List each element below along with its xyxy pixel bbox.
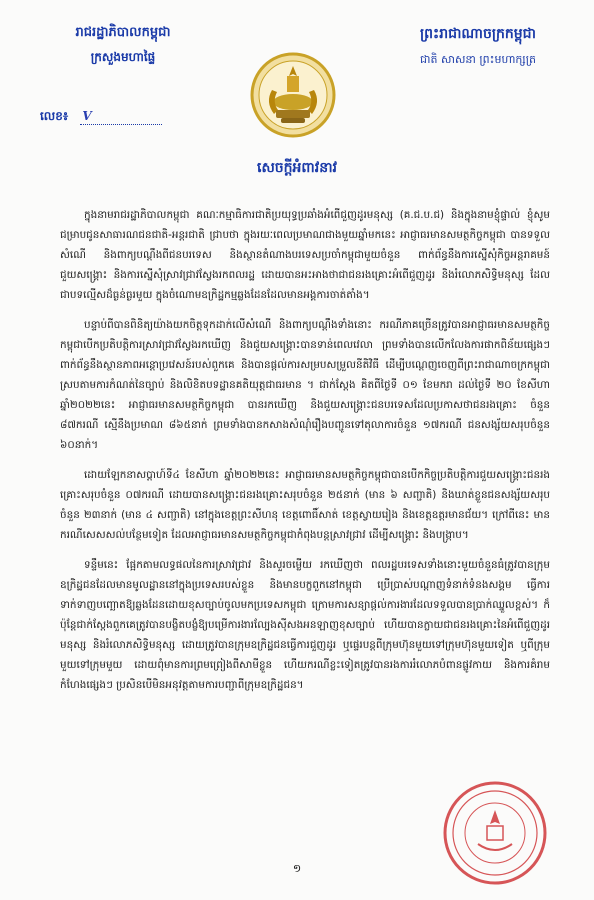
document-body — [60, 205, 550, 705]
royal-emblem-icon — [250, 52, 336, 138]
paragraph-1: ក្នុងនាមរាជរដ្ឋាភិបាលកម្ពុជា គណៈកម្មាធិការជាតិប្រយុទ្ធប្រឆាំងអំពើជួញដូរមនុស្ស (គ.ជ.ប.ជ) និងក្នុងនាមខ្ញុំផ្ទាល់ ខ្ញុំសូមជម្រាបជូនសាធារណជនជាតិ-អន្តរជាតិ ជ្រាបថា ក្នុងរយៈពេលប្រមាណជាងមួយឆ្នាំមកនេះ អាជ្ញាធរមានសមត្ថកិច្ចកម្ពុជា បានទទួលសំណើ និងពាក្យបណ្តឹងពីជនបរទេស និងស្ថានតំណាងបរទេសប្រចាំកម្ពុជាមួយចំនួន ពាក់ព័ន្ធនឹងការស្នើសុំកិច្ចអន្តរាគមន៍ជួយសង្គ្រោះ និងការស្នើសុំស្រាវជ្រាវស្វែងរកពលរដ្ឋ ដោយបានអះអាងថាជាជនរងគ្រោះអំពើជួញដូរ និងរំលោភសិទ្ធិមនុស្ស ដែលជាបទល្មើសដ៏ធ្ងន់ធ្ងរមួយ ក្នុងចំណោមឧក្រិដ្ឋកម្មឆ្លងដែនដែលមានអង្គការចាត់តាំង។ — [60, 209, 550, 301]
reference-dotted-line — [80, 124, 162, 125]
page-number: ១ — [292, 862, 302, 875]
ministry-name: ក្រសួងមហាផ្ទៃ — [90, 50, 156, 64]
reference-label: លេខ៖ — [40, 109, 69, 123]
paragraph-4: ទន្ទឹមនេះ ផ្អែកតាមលទ្ធផលនៃការស្រាវជ្រាវ និងសួរចម្លើយ រកឃើញថា ពលរដ្ឋបរទេសទាំងនោះមួយចំនួនធំត្រូវបានក្រុមឧក្រិដ្ឋជនដែលមានមូលដ្ឋាននៅក្នុងប្រទេសរបស់ខ្លួន និងមានបក្ខពួកនៅកម្ពុជា ប្រើប្រាស់បណ្តាញទំនាក់ទំនងសង្គម ធ្វើការទាក់ទាញបញ្ឆោតឱ្យឆ្លងដែនដោយខុសច្បាប់ចូលមកប្រទេសកម្ពុជា ក្រោមការសន្យាផ្តល់ការងារដែលទទួលបានប្រាក់ឈ្នួលខ្ពស់។ ក៏ប៉ុន្តែជាក់ស្តែងពួកគេត្រូវបានបង្ខិតបង្ខំឱ្យបម្រើការងារល្បែងស៊ីសងអនឡាញខុសច្បាប់ ហើយបានក្លាយជាជនរងគ្រោះនៃអំពើជួញដូរមនុស្ស និងរំលោភសិទ្ធិមនុស្ស ដោយត្រូវបានក្រុមឧក្រិដ្ឋជនធ្វើការជួញដូរ ឬផ្ទេរបន្តពីក្រុមហ៊ុនមួយទៅក្រុមហ៊ុនមួយទៀត ឬពីក្រុមមួយទៅក្រុមមួយ ដោយពុំមានការព្រមព្រៀងពីសាមីខ្លួន ហើយករណីខ្លះទៀតត្រូវបានរងការរំលោភបំពានផ្លូវកាយ និងការគំរាមកំហែងផ្សេងៗ ប្រសិនបើមិនអនុវត្តតាមការបញ្ជាពីក្រុមឧក្រិដ្ឋជន។ — [60, 559, 550, 691]
kingdom-motto-header — [388, 24, 568, 69]
paragraph-3: ដោយឡែកនាសប្តាហ៍ទី៤ ខែសីហា ឆ្នាំ២០២២នេះ អាជ្ញាធរមានសមត្ថកិច្ចកម្ពុជាបានបើកកិច្ចប្រតិបត្តិការជួយសង្គ្រោះជនរងគ្រោះសរុបចំនួន ០៧ករណី ដោយបានសង្គ្រោះជនរងគ្រោះសរុបចំនួន ២៥នាក់ (មាន ៦ សញ្ជាតិ) និងឃាត់ខ្លួនជនសង្ស័យសរុបចំនួន ២៣នាក់ (មាន ៤ សញ្ជាតិ) នៅក្នុងខេត្តព្រះសីហនុ ខេត្តពោធិ៍សាត់ ខេត្តស្វាយរៀង និងខេត្តឧត្តរមានជ័យ។ ក្រៅពីនេះ មានករណីសេសសល់បន្ថែមទៀត ដែលអាជ្ញាធរមានសមត្ថកិច្ចកម្ពុជាកំពុងបន្តស្រាវជ្រាវ ដើម្បីសង្គ្រោះ និងបង្ក្រាប។ — [60, 469, 550, 541]
government-name: រាជរដ្ឋាភិបាលកម្ពុជា — [75, 25, 171, 40]
document-title: សេចក្តីអំពាវនាវ — [257, 160, 337, 176]
paragraph-2: បន្ទាប់ពីបានពិនិត្យយ៉ាងយកចិត្តទុកដាក់លើសំណើ និងពាក្យបណ្តឹងទាំងនោះ ករណីភាគច្រើនត្រូវបានអាជ្ញាធរមានសមត្ថកិច្ចកម្ពុជាបើកប្រតិបត្តិការស្រាវជ្រាវស្វែងរកឃើញ និងជួយសង្គ្រោះបានទាន់ពេលវេលា ព្រមទាំងបានលើកលែងការផាកពិន័យផ្សេងៗពាក់ព័ន្ធនឹងស្ថានភាពអន្តោប្រវេសន៍របស់ពួកគេ និងបានផ្តល់ការសម្របសម្រួលនីតិវិធី ដើម្បីបណ្តេញចេញពីព្រះរាជាណាចក្រកម្ពុជា ស្របតាមការកំណត់នៃច្បាប់ និងលិខិតបទដ្ឋានគតិយុត្តជាធរមាន ។ ជាក់ស្តែង គិតពីថ្ងៃទី ០១ ខែមករា ដល់ថ្ងៃទី ២០ ខែសីហា ឆ្នាំ២០២២នេះ អាជ្ញាធរមានសមត្ថកិច្ចកម្ពុជា បានរកឃើញ និងជួយសង្គ្រោះជនបរទេសដែលប្រកាសថាជនរងគ្រោះ ចំនួន ៨៧ករណី ស្មើនឹងប្រមាណ ៨៦៥នាក់ ព្រមទាំងបានកសាងសំណុំរឿងបញ្ជូនទៅតុលាការចំនួន ១៧ករណី ជនសង្ស័យសរុបចំនួន ៦០នាក់។ — [60, 319, 550, 451]
ministry-header — [38, 24, 208, 67]
reference-value: V — [82, 109, 92, 123]
kingdom-name: ព្រះរាជាណាចក្រកម្ពុជា — [419, 26, 536, 42]
national-motto: ជាតិ សាសនា ព្រះមហាក្សត្រ — [420, 53, 536, 66]
